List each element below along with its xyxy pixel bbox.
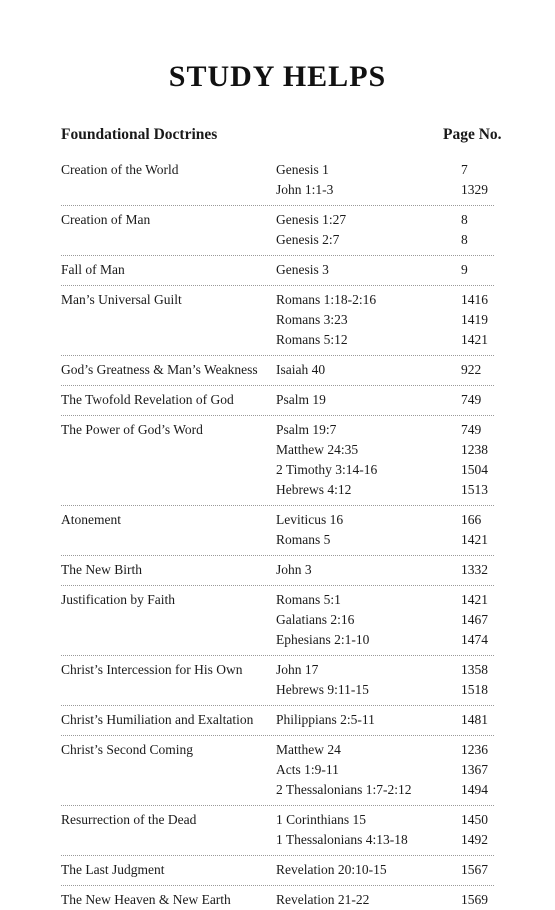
scripture-references [276,420,377,500]
scripture-reference: Leviticus 16 [276,512,344,527]
scripture-references [276,160,333,200]
page-number-heading: Page No. [443,126,502,143]
page-numbers [461,890,488,910]
row-divider [61,705,494,706]
page-number: 1450 [461,812,488,827]
page-number: 1421 [461,532,488,547]
row-divider [61,585,494,586]
scripture-reference: Romans 3:23 [276,312,348,327]
page-number: 749 [461,392,482,407]
scripture-reference: Genesis 3 [276,262,329,277]
page-number: 749 [461,422,482,437]
doctrine-topic: Creation of the World [61,162,179,177]
scripture-reference: Psalm 19:7 [276,422,337,437]
scripture-reference: John 1:1-3 [276,182,334,197]
page-numbers [461,660,488,700]
page-number: 1236 [461,742,488,757]
scripture-reference: Ephesians 2:1-10 [276,632,370,647]
scripture-references [276,210,346,250]
page-number: 1518 [461,682,488,697]
row-divider [61,415,494,416]
row-divider [61,805,494,806]
doctrine-topic: The New Heaven & New Earth [61,892,231,907]
doctrine-topic: The Power of God’s Word [61,422,203,437]
page-number: 1494 [461,782,488,797]
page-number: 9 [461,262,468,277]
doctrine-topic: The New Birth [61,562,142,577]
scripture-reference: Genesis 2:7 [276,232,340,247]
scripture-references [276,740,412,800]
scripture-reference: Hebrews 9:11-15 [276,682,369,697]
scripture-reference: Romans 5 [276,532,331,547]
scripture-references [276,390,326,410]
scripture-reference: Genesis 1 [276,162,329,177]
scripture-reference: Romans 5:12 [276,332,348,347]
scripture-references [276,260,329,280]
row-divider [61,655,494,656]
scripture-reference: Revelation 21-22 [276,892,370,907]
page-numbers [461,210,468,250]
scripture-references [276,860,387,880]
page-number: 1421 [461,332,488,347]
row-divider [61,735,494,736]
section-heading: Foundational Doctrines [61,126,218,143]
page-number: 1419 [461,312,488,327]
row-divider [61,285,494,286]
scripture-reference: Revelation 20:10-15 [276,862,387,877]
doctrine-topic: The Last Judgment [61,862,165,877]
doctrine-topic: The Twofold Revelation of God [61,392,234,407]
doctrine-topic: Christ’s Second Coming [61,742,194,757]
doctrine-topic: Man’s Universal Guilt [61,292,182,307]
scripture-reference: Hebrews 4:12 [276,482,352,497]
scripture-references [276,710,375,730]
doctrine-topic: Resurrection of the Dead [61,812,197,827]
doctrine-topic: Atonement [61,512,121,527]
scripture-reference: Genesis 1:27 [276,212,347,227]
scripture-reference: Matthew 24:35 [276,442,359,457]
scripture-reference: Philippians 2:5-11 [276,712,375,727]
scripture-references [276,890,369,910]
scripture-references [276,590,369,650]
page-numbers [461,560,488,580]
scripture-references [276,660,369,700]
scripture-reference: John 3 [276,562,312,577]
row-divider [61,385,494,386]
page-numbers [461,390,481,410]
page-number: 8 [461,212,468,227]
row-divider [61,885,494,886]
scripture-reference: John 17 [276,662,319,677]
doctrine-topic: Fall of Man [61,262,125,277]
page-numbers [461,810,488,850]
page-numbers [461,290,488,350]
doctrine-topic: God’s Greatness & Man’s Weakness [61,362,258,377]
scripture-reference: Romans 1:18-2:16 [276,292,377,307]
page-number: 1513 [461,482,488,497]
row-divider [61,255,494,256]
page-number: 7 [461,162,468,177]
page-title: STUDY HELPS [168,60,387,93]
page-number: 1421 [461,592,488,607]
page-numbers [461,860,488,880]
page-numbers [461,590,488,650]
scripture-reference: Matthew 24 [276,742,341,757]
page-number: 922 [461,362,482,377]
doctrine-topic: Justification by Faith [61,592,175,607]
scripture-references [276,510,343,550]
page-number: 1416 [461,292,488,307]
doctrine-topic: Christ’s Humiliation and Exaltation [61,712,254,727]
page-number: 8 [461,232,468,247]
scripture-reference: 2 Thessalonians 1:7-2:12 [276,782,412,797]
page-number: 1569 [461,892,488,907]
page-number: 1329 [461,182,488,197]
scripture-references [276,810,408,850]
row-divider [61,355,494,356]
page-number: 1504 [461,462,488,477]
page-numbers [461,740,488,800]
scripture-reference: Romans 5:1 [276,592,341,607]
page-number: 1567 [461,862,488,877]
scripture-reference: Isaiah 40 [276,362,326,377]
page-number: 166 [461,512,482,527]
page-number: 1358 [461,662,488,677]
doctrine-topic: Creation of Man [61,212,151,227]
page-number: 1474 [461,632,488,647]
page-numbers [461,710,488,730]
page-number: 1467 [461,612,488,627]
scripture-references [276,560,312,580]
row-divider [61,205,494,206]
row-divider [61,855,494,856]
page-numbers [461,510,488,550]
row-divider [61,555,494,556]
page-number: 1238 [461,442,488,457]
row-divider [61,505,494,506]
page-numbers [461,260,468,280]
page-number: 1492 [461,832,488,847]
page-numbers [461,160,488,200]
page-number: 1481 [461,712,488,727]
scripture-references [276,290,376,350]
scripture-reference: 1 Thessalonians 4:13-18 [276,832,408,847]
scripture-reference: 2 Timothy 3:14-16 [276,462,378,477]
scripture-reference: Galatians 2:16 [276,612,355,627]
scripture-references [276,360,325,380]
page-number: 1332 [461,562,488,577]
scripture-reference: 1 Corinthians 15 [276,812,366,827]
page-number: 1367 [461,762,488,777]
page-numbers [461,420,488,500]
doctrine-topic: Christ’s Intercession for His Own [61,662,243,677]
scripture-reference: Acts 1:9-11 [276,762,339,777]
scripture-reference: Psalm 19 [276,392,326,407]
page-numbers [461,360,481,380]
